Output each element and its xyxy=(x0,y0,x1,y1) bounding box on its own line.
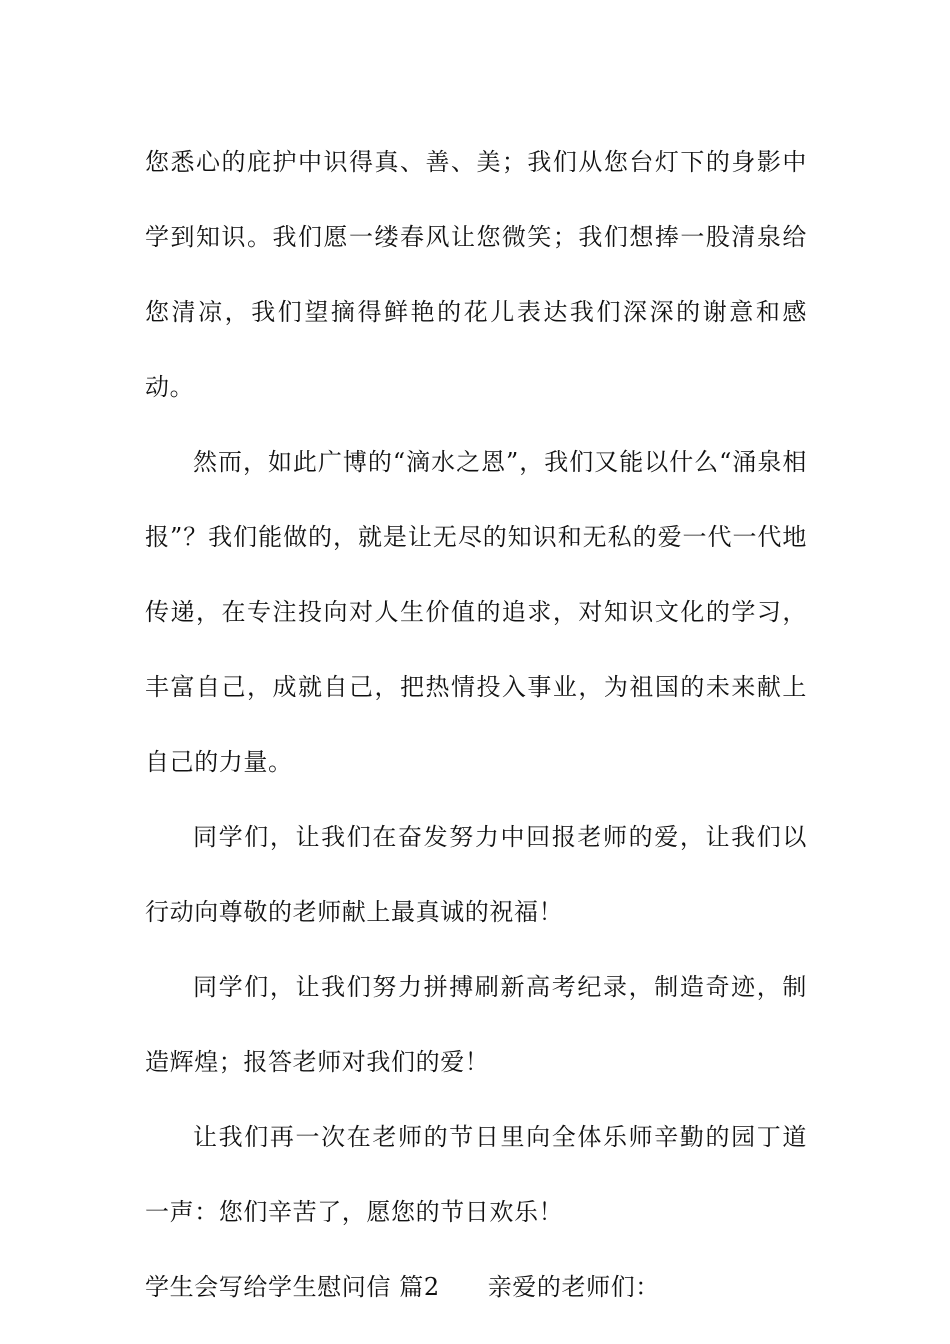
salutation: 亲爱的老师们： xyxy=(487,1273,660,1301)
letter-body xyxy=(145,125,807,1325)
section-title: 学生会写给学生慰问信 篇2 xyxy=(145,1273,440,1301)
paragraph-drop-of-water: 然而，如此广博的“滴水之恩”，我们又能以什么“涌泉相报”？我们能做的，就是让无尽的知识和无私的爱一代一代地传递，在专注投向对人生价值的追求，对知识文化的学习，丰富自己，成就自己，把热情投入事业，为祖国的未来献上自己的力量。 xyxy=(145,448,807,776)
paragraph-exam-record: 同学们，让我们努力拼搏刷新高考纪录，制造奇迹，制造辉煌；报答老师对我们的爱！ xyxy=(145,973,807,1076)
paragraph-continued: 您悉心的庇护中识得真、善、美；我们从您台灯下的身影中学到知识。我们愿一缕春风让您微笑；我们想捧一股清泉给您清凉，我们望摘得鲜艳的花儿表达我们深深的谢意和感动。 xyxy=(145,148,807,401)
paragraph-repay-teachers: 同学们，让我们在奋发努力中回报老师的爱，让我们以行动向尊敬的老师献上最真诚的祝福！ xyxy=(145,823,807,926)
paragraph-holiday-greeting: 让我们再一次在老师的节日里向全体乐师辛勤的园丁道一声：您们辛苦了，愿您的节日欢乐！ xyxy=(145,1123,807,1226)
section-heading-line xyxy=(145,1250,807,1325)
